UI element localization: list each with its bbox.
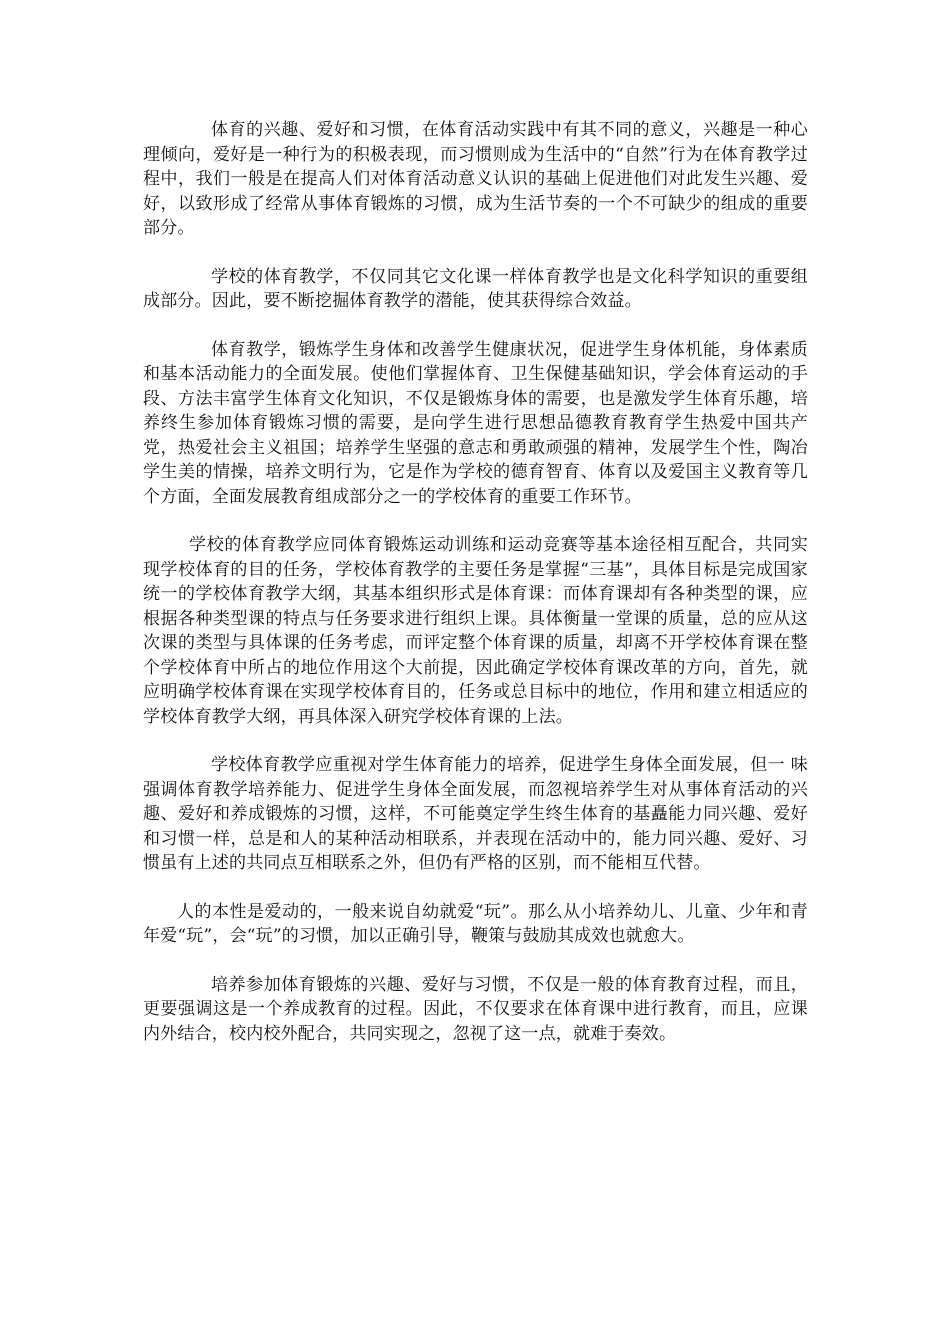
- paragraph-5: 学校体育教学应重视对学生体育能力的培养，促进学生身体全面发展，但一 味强调体育教学培养能力、促进学生身体全面发展，而忽视培养学生对从事体育活动的兴趣、爱好和养成锻炼的习惯，这样，不可能奠定学生终生体育的基矗能力同兴趣、爱好和习惯一样，总是和人的某种活动相联系，并表现在活动中的，能力同兴趣、爱好、习惯虽有上述的共同点互相联系之外，但仍有严格的区别，而不能相互代替。: [143, 755, 808, 873]
- paragraph-1: 体育的兴趣、爱好和习惯，在体育活动实践中有其不同的意义，兴趣是一种心理倾向，爱好是一种行为的积极表现，而习惯则成为生活中的“自然”行为在体育教学过程中，我们一般是在提高人们对体育活动意义认识的基础上促进他们对此发生兴趣、爱好，以致形成了经常从事体育锻炼的习惯，成为生活节奏的一个不可缺少的组成的重要部分。: [143, 120, 808, 238]
- paragraph-6: 人的本性是爱动的，一般来说自幼就爱“玩”。那么从小培养幼儿、儿童、少年和青年爱“玩”，会“玩”的习惯，加以正确引导，鞭策与鼓励其成效也就愈大。: [143, 901, 808, 946]
- paragraph-3: 体育教学，锻炼学生身体和改善学生健康状况，促进学生身体机能，身体素质和基本活动能力的全面发展。使他们掌握体育、卫生保健基础知识，学会体育运动的手段、方法丰富学生体育文化知识，不仅是锻炼身体的需要，也是激发学生体育乐趣，培养终生参加体育锻炼习惯的需要，是向学生进行思想品德教育教育学生热爱中国共产党，热爱社会主义祖国；培养学生坚强的意志和勇敢顽强的精神，发展学生个性，陶冶学生美的情操，培养文明行为，它是作为学校的德育智育、体育以及爱国主义教育等几个方面，全面发展教育组成部分之一的学校体育的重要工作环节。: [143, 339, 808, 507]
- paragraph-7: 培养参加体育锻炼的兴趣、爱好与习惯，不仅是一般的体育教育过程，而且，更要强调这是一个养成教育的过程。因此，不仅要求在体育课中进行教育，而且，应课内外结合，校内校外配合，共同实现之，忽视了这一点，就难于奏效。: [143, 974, 808, 1044]
- document-body: [143, 118, 808, 1070]
- paragraph-2: 学校的体育教学，不仅同其它文化课一样体育教学也是文化科学知识的重要组成部分。因此，要不断挖掘体育教学的潜能，使其获得综合效益。: [143, 266, 808, 311]
- paragraph-4: 学校的体育教学应同体育锻炼运动训练和运动竞赛等基本途径相互配合，共同实现学校体育的目的任务，学校体育教学的主要任务是掌握“三基”，具体目标是完成国家统一的学校体育教学大纲，其基本组织形式是体育课：而体育课却有各种类型的课，应根据各种类型课的特点与任务要求进行组织上课。具体衡量一堂课的质量，总的应从这次课的类型与具体课的任务考虑，而评定整个体育课的质量，却离不开学校体育课在整个学校体育中所占的地位作用这个大前提，因此确定学校体育课改革的方向，首先，就应明确学校体育课在实现学校体育目的，任务或总目标中的地位，作用和建立相适应的学校体育教学大纲，再具体深入研究学校体育课的上法。: [143, 535, 808, 727]
